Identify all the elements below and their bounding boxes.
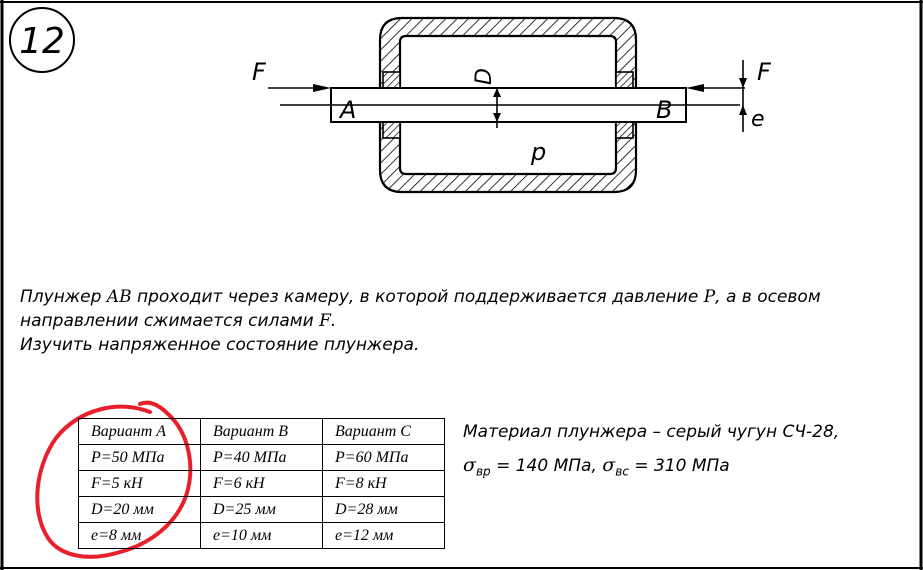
force-left-label: F xyxy=(252,58,266,86)
force-left-arrow xyxy=(268,84,331,92)
table-cell: F=6 кН xyxy=(201,471,323,497)
pressure-label: p xyxy=(531,138,547,166)
sigma-subscript: вс xyxy=(615,464,629,479)
table-row xyxy=(79,471,445,497)
sigma-symbol: σ xyxy=(463,454,476,476)
table-cell: F=8 кН xyxy=(323,471,445,497)
problem-number: 12 xyxy=(19,21,65,62)
force-right-label: F xyxy=(757,58,771,86)
table-cell: Вариант C xyxy=(323,419,445,445)
task-text: , а в осевом xyxy=(715,287,821,307)
table-cell: Вариант A xyxy=(79,419,201,445)
table-row xyxy=(79,419,445,445)
table-cell: Вариант B xyxy=(201,419,323,445)
table-cell: D=20 мм xyxy=(79,497,201,523)
table-row xyxy=(79,445,445,471)
table-cell: P=50 МПа xyxy=(79,445,201,471)
sigma-value: = 310 МПа xyxy=(628,456,730,476)
table-row xyxy=(79,523,445,549)
variable-f: F xyxy=(319,311,331,331)
task-line-2 xyxy=(20,309,910,333)
material-line-1: Материал плунжера – серый чугун СЧ-28, xyxy=(463,422,840,442)
force-right-arrow xyxy=(686,84,745,92)
end-a-label: A xyxy=(340,96,357,124)
end-b-label: B xyxy=(656,96,673,124)
material-info xyxy=(463,416,839,488)
variants-table xyxy=(78,418,445,549)
eccentricity-dimension xyxy=(739,60,747,132)
sigma-subscript: вр xyxy=(475,464,491,479)
task-line-3: Изучить напряженное состояние плунжера. xyxy=(20,335,420,355)
table-cell: P=40 МПа xyxy=(201,445,323,471)
table-cell: e=12 мм xyxy=(323,523,445,549)
task-text: . xyxy=(330,311,337,331)
task-statement xyxy=(20,285,910,357)
table-cell: P=60 МПа xyxy=(323,445,445,471)
task-line-1 xyxy=(20,285,910,309)
variable-ab: AB xyxy=(106,287,132,307)
material-line-2 xyxy=(463,449,839,488)
table-cell: e=10 мм xyxy=(201,523,323,549)
offset-label: e xyxy=(751,107,765,132)
task-text: проходит через камеру, в которой поддерживается давление xyxy=(131,287,704,307)
table-cell: D=25 мм xyxy=(201,497,323,523)
table-cell: D=28 мм xyxy=(323,497,445,523)
table-cell: e=8 мм xyxy=(79,523,201,549)
table-row xyxy=(79,497,445,523)
sigma-value: = 140 МПа, xyxy=(490,456,597,476)
diameter-label: D xyxy=(472,68,497,85)
variable-p: P xyxy=(703,287,716,307)
sigma-symbol: σ xyxy=(602,454,616,476)
task-text: направлении сжимается силами xyxy=(20,311,320,331)
task-text: Плунжер xyxy=(20,287,107,307)
table-cell: F=5 кН xyxy=(79,471,201,497)
